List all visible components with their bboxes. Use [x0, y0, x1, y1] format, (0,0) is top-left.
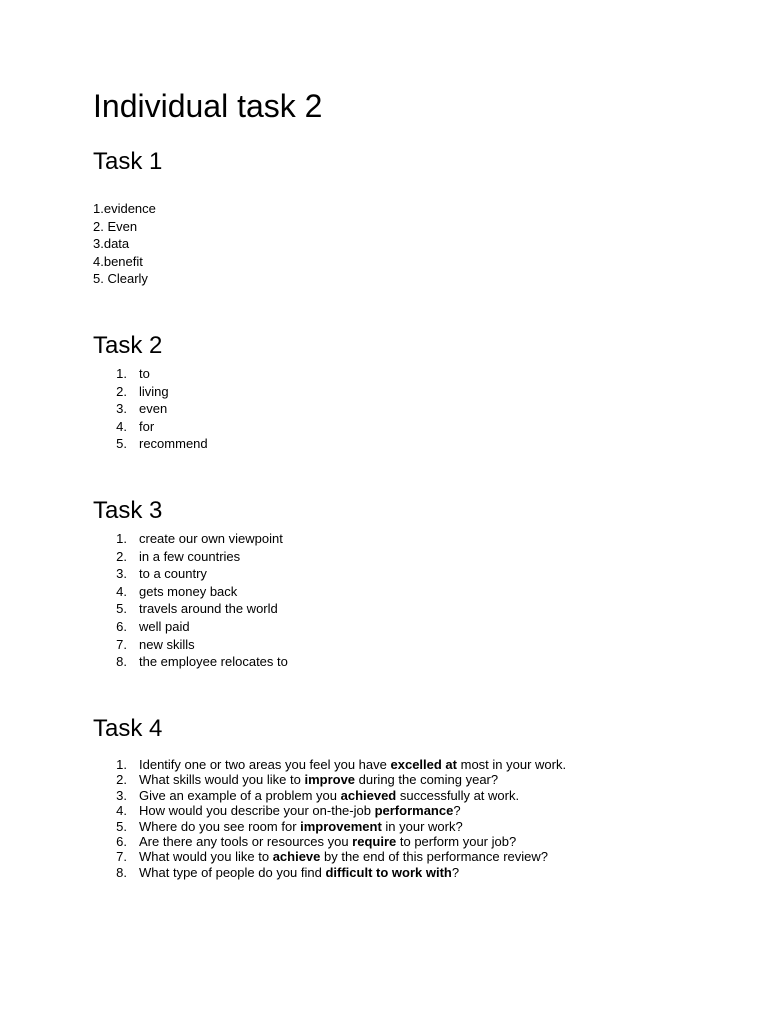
item-number: 3. [116, 787, 127, 803]
item-number: 8. [116, 864, 127, 880]
item-number: 3. [116, 566, 127, 582]
item-text: to a country [139, 566, 207, 582]
item-number: 4. [116, 418, 127, 434]
bold-keyword: excelled at [390, 757, 457, 772]
bold-keyword: difficult to work with [325, 864, 452, 880]
task-2-heading: Task 2 [93, 332, 163, 359]
item-text [139, 803, 461, 818]
text-segment: during the coming year? [355, 772, 499, 788]
item-number: 5. [116, 436, 127, 452]
item-number: 7. [116, 849, 127, 865]
item-number: 5. [116, 601, 127, 617]
item-text: living [139, 383, 169, 399]
task-4-heading: Task 4 [93, 715, 163, 742]
item-number: 1. [116, 757, 127, 772]
bold-keyword: achieve [272, 849, 321, 865]
item-text: gets money back [139, 583, 238, 599]
item-number: 4. [116, 583, 127, 599]
text-segment: ? [451, 864, 460, 880]
item-text [139, 819, 463, 834]
item-number: 3. [116, 401, 127, 417]
item-number: 5. [116, 818, 127, 834]
item-text: even [139, 401, 168, 417]
text-segment: ? [453, 803, 461, 819]
task-1-heading: Task 1 [93, 148, 163, 175]
list-item: 2. Even [93, 218, 138, 234]
item-number: 2. [116, 772, 127, 788]
item-number: 1. [116, 531, 127, 546]
list-item: 5. Clearly [93, 271, 148, 287]
bold-keyword: performance [374, 803, 454, 819]
list-item: 1.evidence [93, 201, 156, 216]
item-text: travels around the world [139, 601, 278, 617]
item-text [139, 757, 566, 772]
item-number: 1. [116, 366, 127, 381]
text-segment: What skills would you like to [139, 772, 305, 788]
text-segment: Where do you see room for [139, 818, 301, 834]
item-number: 6. [116, 833, 127, 849]
item-text: the employee relocates to [139, 654, 288, 670]
item-text: to [139, 366, 150, 381]
text-segment: to perform your job? [396, 833, 517, 849]
item-number: 4. [116, 803, 127, 819]
list-item: 4.benefit [93, 253, 143, 269]
text-segment: What type of people do you find [139, 864, 326, 880]
task-1-answers [93, 200, 156, 288]
text-segment: Are there any tools or resources you [139, 833, 353, 849]
item-text [139, 865, 459, 880]
bold-keyword: improvement [300, 818, 382, 834]
item-text: for [139, 418, 155, 434]
document-title: Individual task 2 [93, 88, 323, 124]
text-segment: most in your work. [457, 757, 567, 772]
item-text [139, 788, 519, 803]
text-segment: Give an example of a problem you [139, 787, 341, 803]
item-number: 2. [116, 548, 127, 564]
list-item: 3.data [93, 236, 130, 252]
item-text [139, 849, 548, 864]
bold-keyword: require [352, 833, 397, 849]
task-3-heading: Task 3 [93, 497, 163, 524]
item-number: 7. [116, 636, 127, 652]
item-text: recommend [139, 436, 208, 452]
item-text: well paid [139, 618, 190, 634]
item-text: create our own viewpoint [139, 531, 283, 546]
item-text: new skills [139, 636, 195, 652]
text-segment: How would you describe your on-the-job [139, 803, 375, 819]
text-segment: What would you like to [139, 849, 273, 865]
bold-keyword: improve [304, 772, 356, 788]
item-text [139, 834, 516, 849]
item-number: 8. [116, 654, 127, 670]
item-number: 2. [116, 383, 127, 399]
text-segment: in your work? [381, 818, 463, 834]
item-text: in a few countries [139, 548, 241, 564]
text-segment: by the end of this performance review? [320, 849, 549, 865]
text-segment: Identify one or two areas you feel you have [139, 757, 391, 772]
item-number: 6. [116, 618, 127, 634]
text-segment: successfully at work. [396, 787, 520, 803]
bold-keyword: achieved [340, 787, 397, 803]
item-text [139, 772, 498, 787]
